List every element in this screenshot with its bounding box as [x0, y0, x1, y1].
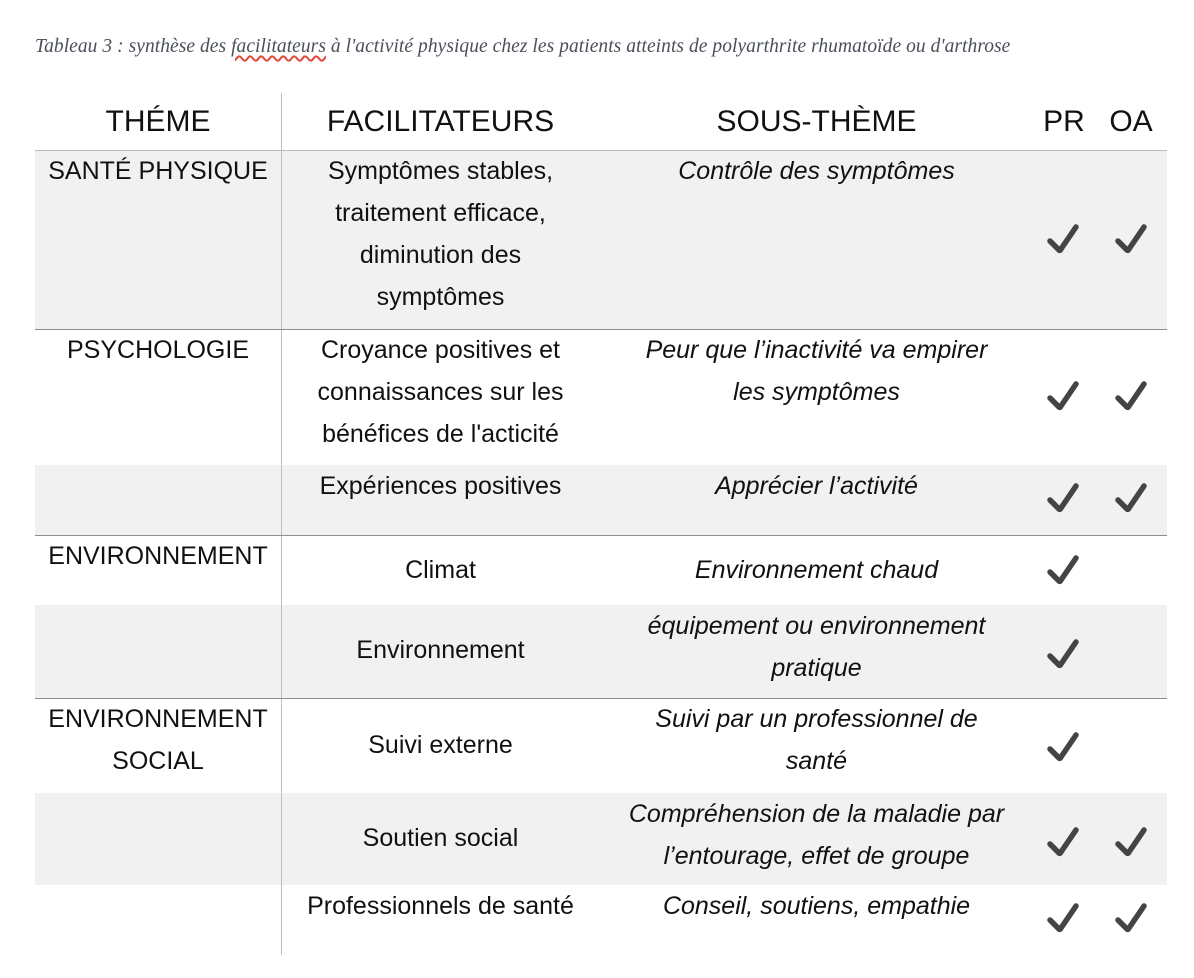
sous-theme-cell	[600, 698, 1033, 793]
pr-cell	[1046, 885, 1080, 955]
theme-cell	[35, 793, 281, 885]
facilitateur-cell-line: Expériences positives	[319, 472, 562, 500]
theme-cell-line: PSYCHOLOGIE	[67, 336, 249, 364]
facilitateur-cell-line: symptômes	[376, 283, 505, 311]
oa-cell	[1114, 465, 1148, 535]
oa-cell	[1114, 793, 1148, 885]
table-row	[35, 150, 1167, 329]
table-row	[35, 698, 1167, 793]
pr-cell	[1046, 605, 1080, 698]
sous-theme-cell	[600, 885, 1033, 955]
header-facilitateurs: FACILITATEURS	[326, 105, 555, 138]
sous-theme-cell-line: santé	[785, 747, 848, 775]
table-header-row	[35, 93, 1167, 150]
sous-theme-cell-line: les symptômes	[733, 378, 900, 406]
check-mark-icon	[1114, 483, 1148, 513]
check-mark-icon	[1046, 827, 1080, 857]
theme-cell	[35, 465, 281, 535]
sous-theme-cell	[600, 150, 1033, 329]
check-mark-icon	[1114, 224, 1148, 254]
theme-cell	[35, 698, 281, 793]
header-sous-theme: SOUS-THÈME	[716, 105, 917, 138]
table-row	[35, 793, 1167, 885]
sous-theme-cell-line: l’entourage, effet de groupe	[663, 842, 970, 870]
sous-theme-cell	[600, 793, 1033, 885]
header-pr: PR	[1043, 105, 1085, 138]
caption-flagged-word[interactable]: facilitateurs	[231, 36, 326, 57]
oa-cell	[1114, 698, 1148, 793]
facilitateur-cell	[281, 535, 600, 605]
table-row	[35, 465, 1167, 535]
sous-theme-cell-line: pratique	[771, 654, 862, 682]
theme-cell-line: SANTÉ PHYSIQUE	[48, 157, 268, 185]
sous-theme-cell	[600, 329, 1033, 465]
caption-suffix: à l'activité physique chez les patients atteints de polyarthrite rhumatoïde ou d'arthrose	[325, 36, 1011, 57]
facilitateur-cell	[281, 793, 600, 885]
sous-theme-cell-line: Apprécier l’activité	[715, 472, 918, 500]
facilitateur-cell-line: bénéfices de l'acticité	[322, 420, 559, 448]
facilitateur-cell	[281, 605, 600, 698]
check-mark-icon	[1046, 483, 1080, 513]
table-caption	[35, 36, 1010, 58]
sous-theme-cell-line: Contrôle des symptômes	[678, 157, 955, 185]
sous-theme-cell-line: Conseil, soutiens, empathie	[662, 892, 971, 920]
pr-cell	[1046, 329, 1080, 465]
check-mark-icon	[1046, 224, 1080, 254]
table-row	[35, 535, 1167, 605]
facilitateur-cell-line: Symptômes stables,	[327, 157, 554, 185]
facilitateur-cell	[281, 465, 600, 535]
facilitateur-cell-line: diminution des	[359, 241, 522, 269]
theme-cell	[35, 329, 281, 465]
check-mark-icon	[1046, 639, 1080, 669]
facilitateur-cell	[281, 329, 600, 465]
sous-theme-cell-line: Suivi par un professionnel de	[655, 705, 978, 733]
sous-theme-cell-line: Environnement chaud	[694, 556, 939, 584]
oa-cell	[1114, 150, 1148, 329]
theme-cell	[35, 605, 281, 698]
theme-cell	[35, 535, 281, 605]
facilitateur-cell	[281, 885, 600, 955]
pr-cell	[1046, 150, 1080, 329]
table-row	[35, 605, 1167, 698]
theme-cell-line: SOCIAL	[112, 747, 204, 775]
sous-theme-cell	[600, 605, 1033, 698]
table-row	[35, 329, 1167, 465]
caption-prefix: Tableau 3 : synthèse des	[35, 36, 232, 57]
oa-cell	[1114, 605, 1148, 698]
pr-cell	[1046, 465, 1080, 535]
check-mark-icon	[1114, 903, 1148, 933]
check-mark-icon	[1046, 381, 1080, 411]
facilitateur-cell	[281, 150, 600, 329]
facilitateur-cell-line: Climat	[405, 556, 476, 584]
column-divider	[281, 93, 282, 955]
facilitateur-cell-line: traitement efficace,	[335, 199, 546, 227]
row-divider-line	[35, 698, 1167, 699]
header-theme: THÉME	[105, 105, 211, 138]
facilitateur-cell-line: connaissances sur les	[317, 378, 564, 406]
pr-cell	[1046, 793, 1080, 885]
header-oa: OA	[1109, 105, 1153, 138]
check-mark-icon	[1114, 827, 1148, 857]
facilitateur-cell-line: Professionnels de santé	[307, 892, 574, 920]
oa-cell	[1114, 885, 1148, 955]
sous-theme-cell-line: équipement ou environnement	[647, 612, 986, 640]
theme-cell	[35, 150, 281, 329]
sous-theme-cell-line: Compréhension de la maladie par	[628, 800, 1005, 828]
facilitateur-cell-line: Environnement	[356, 636, 525, 664]
pr-cell	[1046, 698, 1080, 793]
theme-cell	[35, 885, 281, 955]
theme-cell-line: ENVIRONNEMENT	[48, 705, 268, 733]
row-divider-line	[35, 535, 1167, 536]
sous-theme-cell-line: Peur que l’inactivité va empirer	[645, 336, 988, 364]
table-row	[35, 885, 1167, 955]
check-mark-icon	[1114, 381, 1148, 411]
facilitateur-cell-line: Suivi externe	[368, 731, 513, 759]
oa-cell	[1114, 535, 1148, 605]
facilitateur-cell	[281, 698, 600, 793]
check-mark-icon	[1046, 555, 1080, 585]
pr-cell	[1046, 535, 1080, 605]
check-mark-icon	[1046, 903, 1080, 933]
row-divider-line	[35, 150, 1167, 151]
sous-theme-cell	[600, 465, 1033, 535]
sous-theme-cell	[600, 535, 1033, 605]
row-divider-line	[35, 329, 1167, 330]
facilitateur-cell-line: Croyance positives et	[320, 336, 560, 364]
oa-cell	[1114, 329, 1148, 465]
theme-cell-line: ENVIRONNEMENT	[48, 542, 268, 570]
facilitateur-cell-line: Soutien social	[362, 824, 519, 852]
check-mark-icon	[1046, 732, 1080, 762]
